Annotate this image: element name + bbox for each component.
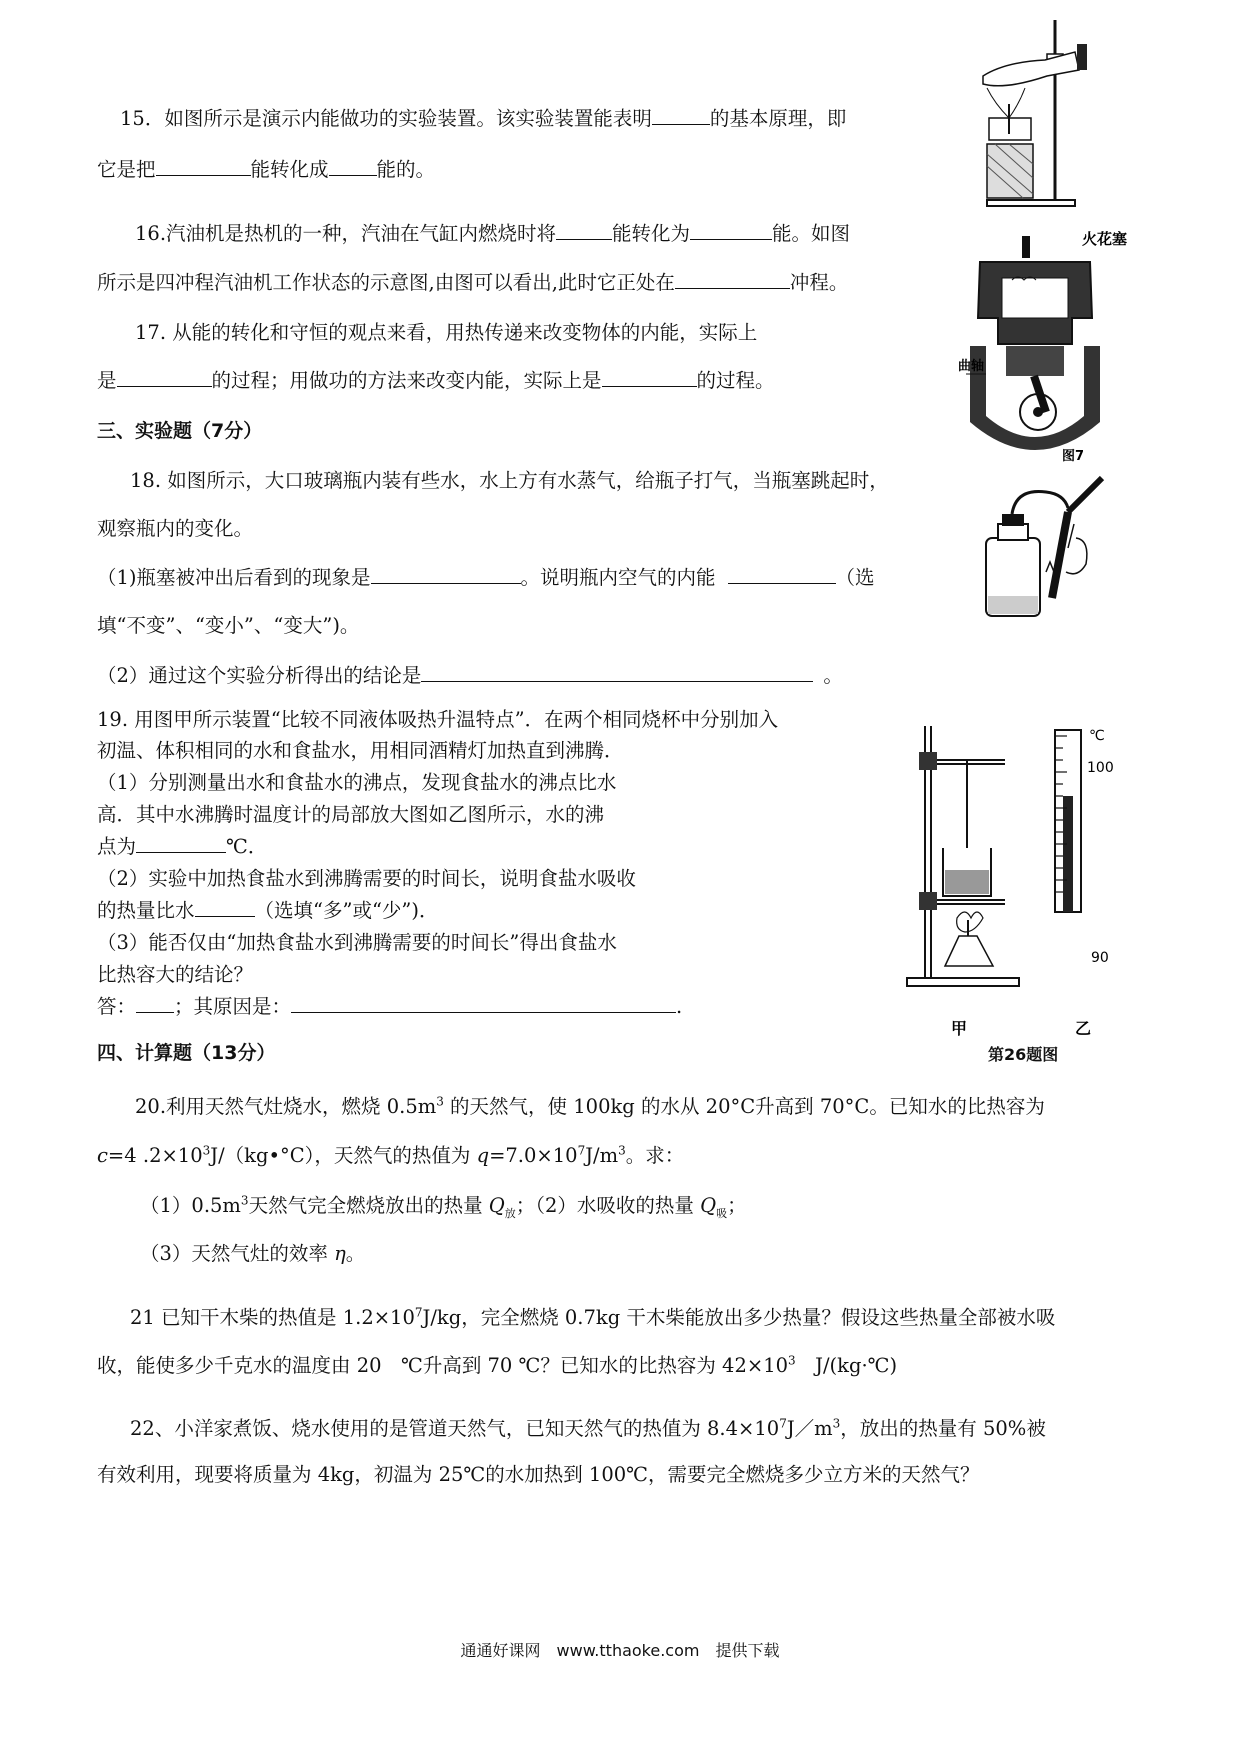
q19-blank-3[interactable] bbox=[136, 994, 174, 1013]
q19-line3: （1）分别测量出水和食盐水的沸点，发现食盐水的沸点比水 bbox=[97, 771, 617, 794]
q16-blank-1[interactable] bbox=[556, 221, 612, 240]
q18-bottle-pump-figure bbox=[966, 468, 1116, 628]
q15-blank-2[interactable] bbox=[156, 157, 251, 176]
q18-part1-cont: 填“不变”、“变小”、“变大”)。 bbox=[97, 614, 360, 637]
q17-line1: 17. 从能的转化和守恒的观点来看，用热传递来改变物体的内能，实际上 bbox=[135, 321, 758, 344]
q18-part1: （1)瓶塞被冲出后看到的现象是 。说明瓶内空气的内能 （选 bbox=[97, 566, 875, 589]
q15-blank-3[interactable] bbox=[329, 157, 377, 176]
q19-line5: 点为 ℃． bbox=[97, 835, 268, 858]
q19-line4: 高．其中水沸腾时温度计的局部放大图如乙图所示，水的沸 bbox=[97, 803, 605, 826]
q20-line4: （3）天然气灶的效率 η。 bbox=[140, 1242, 366, 1265]
q19-line2: 初温、体积相同的水和食盐水，用相同酒精灯加热直到沸腾． bbox=[97, 739, 624, 762]
q16-engine-figure bbox=[958, 226, 1128, 464]
q20-line1: 20.利用天然气灶烧水，燃烧 $0.5m^3$ 的天然气，使 100kg 的水从 20°C升高到 70°C。已知水的比热容为 bbox=[135, 1094, 1045, 1118]
figure-7-label: 图7 bbox=[1062, 449, 1085, 464]
q18-blank-2[interactable] bbox=[728, 565, 836, 584]
q15-apparatus-figure bbox=[965, 14, 1085, 210]
thermometer-unit-label: ℃ bbox=[1089, 728, 1105, 744]
q16-blank-2[interactable] bbox=[690, 221, 772, 240]
q19-line7: 的热量比水 （选填“多”或“少”)． bbox=[97, 899, 439, 922]
q18-line1: 18. 如图所示，大口玻璃瓶内装有些水，水上方有水蒸气，给瓶子打气，当瓶塞跳起时， bbox=[130, 469, 889, 492]
q17-blank-2[interactable] bbox=[602, 368, 697, 387]
q19-line9: 比热容大的结论？ bbox=[97, 963, 254, 986]
q20-line2: c=4 $.2\times 10^3J/(kg•^\circ C)$，天然气的热值为 $q=7.0\times 10^7J/m^3$。求： bbox=[97, 1143, 685, 1167]
q18-blank-1[interactable] bbox=[371, 565, 521, 584]
page-footer: 通通好课网 www.tthaoke.com 提供下载 bbox=[460, 1641, 780, 1660]
q19-line10: 答： ；其原因是： . bbox=[97, 995, 683, 1018]
q15-line2: 它是把 能转化成 能的。 bbox=[97, 158, 436, 181]
figure-yi-label: 乙 bbox=[1075, 1019, 1092, 1038]
figure-jia-label: 甲 bbox=[951, 1019, 968, 1038]
q19-line8: （3）能否仅由“加热食盐水到沸腾需要的时间长”得出食盐水 bbox=[97, 931, 617, 954]
q15-blank-1[interactable] bbox=[652, 106, 710, 125]
q16-line2: 所示是四冲程汽油机工作状态的示意图,由图可以看出,此时它正处在 冲程。 bbox=[97, 271, 849, 294]
spark-plug-label: 火花塞 bbox=[1082, 230, 1128, 248]
q16-line1: 16.汽油机是热机的一种，汽油在气缸内燃烧时将 能转化为 能。如图 bbox=[135, 222, 851, 245]
q22-line2: 有效利用，现要将质量为 4kg，初温为 25℃的水加热到 100℃，需要完全燃烧多少立方米的天然气？ bbox=[97, 1463, 980, 1486]
crank-label: 曲轴 bbox=[958, 359, 985, 374]
q19-blank-4[interactable] bbox=[291, 994, 676, 1013]
q21-line1: 21 已知干木柴的热值是 $1.2\times 10^7J/kg$，完全燃烧 0.7kg 干木柴能放出多少热量？假设这些热量全部被水吸 bbox=[130, 1305, 1056, 1329]
q21-line2: 收，能使多少千克水的温度由 20 ℃升高到 70 ℃？已知水的比热容为 $42\times 10^3$ J/(kg·℃) bbox=[97, 1353, 898, 1377]
q19-blank-2[interactable] bbox=[195, 898, 255, 917]
q19-line1: 19. 用图甲所示装置“比较不同液体吸热升温特点”．在两个相同烧杯中分别加入 bbox=[97, 708, 779, 731]
q16-blank-3[interactable] bbox=[675, 270, 790, 289]
q15-line1: 15．如图所示是演示内能做功的实验装置。该实验装置能表明 的基本原理，即 bbox=[120, 107, 847, 130]
q17-blank-1[interactable] bbox=[117, 368, 212, 387]
thermometer-tick-100: 100 bbox=[1087, 760, 1114, 776]
q20-line3: $(1)0.5m^3$天然气完全燃烧放出的热量 $Q_放$；（2）水吸收的热量 $Q_吸$； bbox=[140, 1193, 747, 1220]
q18-part2: （2）通过这个实验分析得出的结论是 。 bbox=[97, 664, 843, 687]
q17-line2: 是 的过程；用做功的方法来改变内能，实际上是 的过程。 bbox=[97, 369, 775, 392]
section-4-heading: 四、计算题（13分） bbox=[97, 1042, 276, 1064]
section-3-heading: 三、实验题（7分） bbox=[97, 420, 263, 442]
q22-line1: 22、小洋家煮饭、烧水使用的是管道天然气，已知天然气的热值为 $8.4\times 10^7J/m^3$，放出的热量有 50%被 bbox=[130, 1416, 1046, 1440]
q19-apparatus-figure bbox=[905, 716, 1145, 1056]
q18-blank-3[interactable] bbox=[421, 663, 813, 682]
q18-line2: 观察瓶内的变化。 bbox=[97, 517, 254, 540]
q19-blank-1[interactable] bbox=[136, 834, 226, 853]
figure-26-caption: 第26题图 bbox=[988, 1045, 1059, 1064]
q19-line6: （2）实验中加热食盐水到沸腾需要的时间长，说明食盐水吸收 bbox=[97, 867, 636, 890]
thermometer-tick-90: 90 bbox=[1091, 950, 1109, 966]
